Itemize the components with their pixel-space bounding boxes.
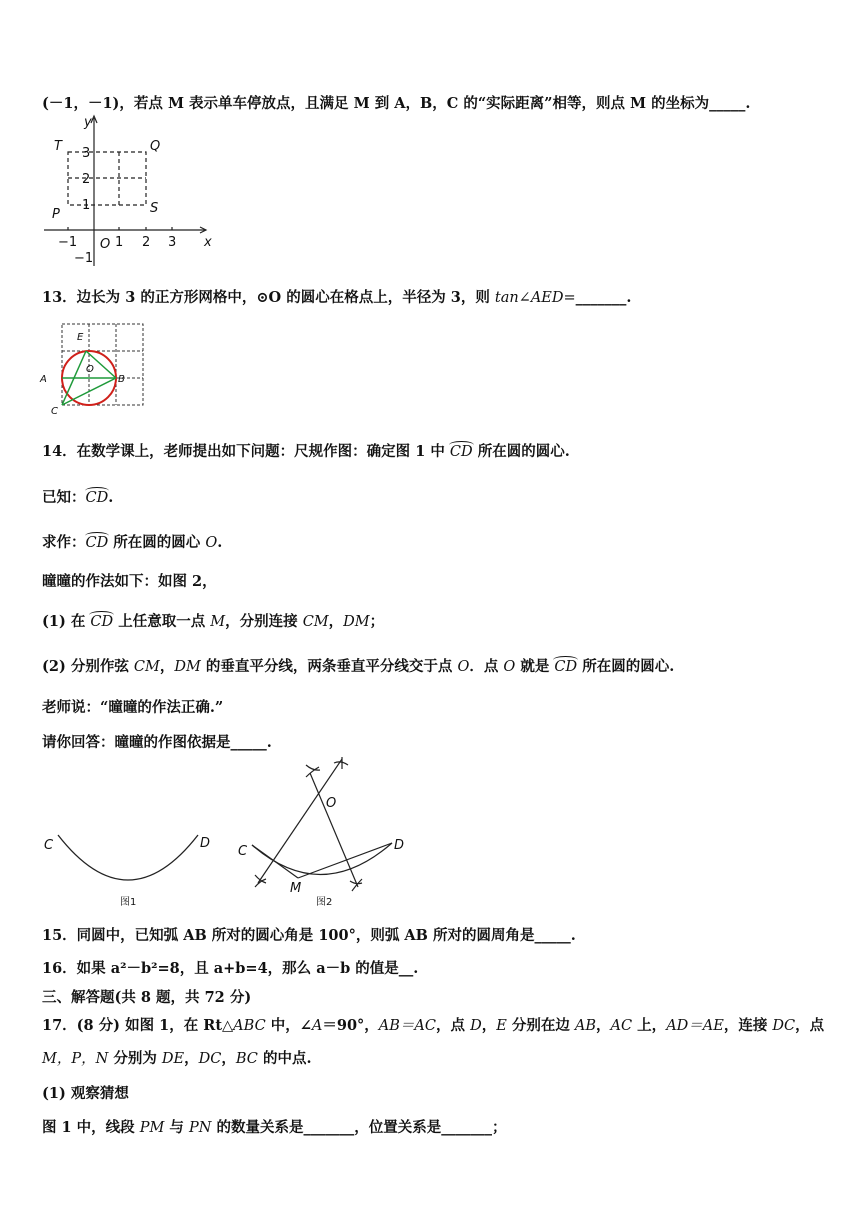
q15-text: 15．同圆中，已知弧 AB 所对的圆心角是 100°，则弧 AB 所对的圆周角是_____. — [42, 927, 576, 944]
known-post: . — [108, 489, 114, 506]
q17-abac: AB＝AC — [378, 1018, 436, 1034]
x-tick-3: 3 — [168, 235, 177, 250]
q17-comma3: ， — [184, 1050, 199, 1067]
q17-mpn: M，P，N — [42, 1051, 109, 1067]
fig2-caption: 图2 — [316, 897, 333, 908]
q17-d: D — [470, 1018, 482, 1034]
step1-mid: 上任意取一点 — [113, 613, 211, 630]
q17-abc: ABC — [233, 1018, 266, 1034]
q14-step1 — [42, 610, 384, 631]
fig2-label-d: D — [394, 838, 405, 853]
q14-known — [42, 486, 113, 507]
step2-dm: DM — [174, 659, 201, 675]
step1-sep: ， — [328, 613, 344, 630]
q17-sub1-heading: (1) 观察猜想 — [42, 1085, 129, 1102]
q13-circle-figure — [36, 318, 152, 418]
q17-sub1-question — [42, 1116, 506, 1137]
step1-post: ； — [369, 613, 385, 630]
sub1-and: 与 — [164, 1119, 189, 1136]
fig1-label-d: D — [200, 836, 211, 851]
find-label: 求作： — [42, 534, 86, 551]
q17-comma4: ， — [221, 1050, 236, 1067]
label-c: C — [51, 406, 58, 417]
chord-cm — [252, 845, 298, 878]
q12-coordinate-figure — [40, 112, 220, 272]
bisector-cm — [258, 759, 342, 883]
label-e: E — [77, 332, 84, 343]
sub1-pre: 图 1 中，线段 — [42, 1119, 140, 1136]
q17-comma2: ， — [596, 1017, 611, 1034]
x-tick-neg1: −1 — [58, 235, 78, 250]
q17-mid3: 分别在边 — [506, 1017, 575, 1034]
q17-dc: DC — [772, 1018, 796, 1034]
step2-sep: ， — [159, 658, 175, 675]
q17-adae: AD＝AE — [666, 1018, 724, 1034]
q17-eq90: ＝90°， — [322, 1017, 379, 1034]
sub1-post: 的数量关系是_______，位置关系是_______； — [211, 1119, 507, 1136]
y-tick-3: 3 — [82, 146, 91, 161]
q12-text: (－1，－1)，若点 M 表示单车停放点，且满足 M 到 A，B，C 的“实际距离”相等，则点 M 的坐标为_____. — [42, 95, 751, 112]
step1-m: M — [210, 614, 226, 630]
arc-cd: CD — [449, 444, 473, 460]
fig2-label-o: O — [326, 796, 337, 811]
point-s-label: S — [150, 201, 159, 216]
q17-comma: ， — [481, 1017, 497, 1034]
q16-text: 16．如果 a²－b²=8，且 a+b=4，那么 a－b 的值是__. — [42, 960, 419, 977]
sub1-pm: PM — [139, 1120, 165, 1136]
x-axis-label: x — [204, 235, 212, 250]
point-t-label: T — [54, 139, 62, 154]
step1-pre: (1) 在 — [42, 613, 91, 630]
q17-ab: AB — [574, 1018, 597, 1034]
q14-intro-pre: 14．在数学课上，老师提出如下问题：尺规作图：确定图 1 中 — [42, 443, 450, 460]
q17-dc2: DC — [198, 1051, 222, 1067]
step2-cm: CM — [133, 659, 160, 675]
x-tick-2: 2 — [142, 235, 151, 250]
label-o: O — [86, 364, 94, 375]
q17-bc: BC — [235, 1051, 258, 1067]
arc-cd: CD — [85, 490, 109, 506]
y-axis-label: y — [84, 115, 92, 130]
step1-cm: CM — [302, 614, 329, 630]
q14-intro-post: 所在圆的圆心. — [472, 443, 570, 460]
step2-o: O — [457, 659, 470, 675]
label-b: B — [118, 374, 125, 385]
label-a: A — [40, 374, 47, 385]
q17-a: A — [311, 1018, 323, 1034]
q17-e: E — [496, 1018, 507, 1034]
find-post: . — [217, 534, 223, 551]
q17-line2 — [42, 1047, 312, 1068]
figure-1 — [44, 835, 210, 908]
q17-mid2: ，点 — [436, 1017, 471, 1034]
known-label: 已知： — [42, 489, 86, 506]
q17-mid5: ，连接 — [723, 1017, 773, 1034]
q17-mid4: 上， — [632, 1017, 667, 1034]
x-tick-1: 1 — [115, 235, 124, 250]
step2-pre: (2) 分别作弦 — [42, 658, 134, 675]
point-p-label: P — [52, 207, 60, 222]
step2-is: 就是 — [515, 658, 555, 675]
q17-line1-pre: 17．(8 分) 如图 1，在 Rt△ — [42, 1017, 234, 1034]
bisector-dm — [310, 773, 358, 887]
q14-ask: 请你回答：曈曈的作图依据是_____. — [42, 734, 272, 751]
q13-expression: tan∠AED= — [494, 290, 576, 306]
y-tick-2: 2 — [82, 172, 91, 187]
q13-post: _______. — [575, 289, 632, 306]
fig1-caption: 图1 — [120, 897, 137, 908]
step2-post: 所在圆的圆心. — [577, 658, 675, 675]
q17-line2-post: 的中点. — [257, 1050, 312, 1067]
arc-cd-fig1 — [58, 835, 198, 880]
fig2-label-m: M — [290, 881, 302, 896]
q13-text — [42, 286, 631, 307]
step2-mid: 的垂直平分线，两条垂直平分线交于点 — [200, 658, 458, 675]
figure-2 — [252, 757, 392, 891]
arc-cd-fig2 — [252, 843, 392, 875]
q14-step2 — [42, 655, 674, 676]
fig1-label-c: C — [44, 838, 54, 853]
step1-conn: ，分别连接 — [225, 613, 303, 630]
arc-cd: CD — [554, 659, 578, 675]
q13-pre: 13．边长为 3 的正方形网格中，⊙O 的圆心在格点上，半径为 3，则 — [42, 289, 495, 306]
q14-figures — [36, 755, 436, 915]
q17-mid1: 中，∠ — [265, 1017, 312, 1034]
q14-intro — [42, 440, 570, 461]
y-tick-1: 1 — [82, 198, 91, 213]
origin-label: O — [100, 237, 111, 252]
step2-o2: O — [503, 659, 516, 675]
q17-de: DE — [161, 1051, 185, 1067]
q17-line1 — [42, 1014, 824, 1035]
arc-cd: CD — [90, 614, 114, 630]
find-mid: 所在圆的圆心 — [108, 534, 206, 551]
section-3-heading: 三、解答题(共 8 题，共 72 分) — [42, 989, 252, 1006]
q14-method: 曈曈的作法如下：如图 2， — [42, 573, 217, 590]
arc-cd: CD — [85, 535, 109, 551]
q17-ac: AC — [610, 1018, 633, 1034]
q17-mid6: ，点 — [795, 1017, 825, 1034]
q17-line2-mid: 分别为 — [108, 1050, 162, 1067]
point-q-label: Q — [150, 139, 161, 154]
step2-conn: ．点 — [469, 658, 504, 675]
chord-dm — [298, 843, 392, 878]
q14-teacher: 老师说：“曈曈的作法正确.” — [42, 699, 224, 716]
step1-dm: DM — [343, 614, 370, 630]
y-tick-neg1: −1 — [74, 251, 94, 266]
sub1-pn: PN — [188, 1120, 212, 1136]
fig2-label-c: C — [238, 844, 248, 859]
q14-find — [42, 531, 222, 552]
find-o: O — [205, 535, 218, 551]
